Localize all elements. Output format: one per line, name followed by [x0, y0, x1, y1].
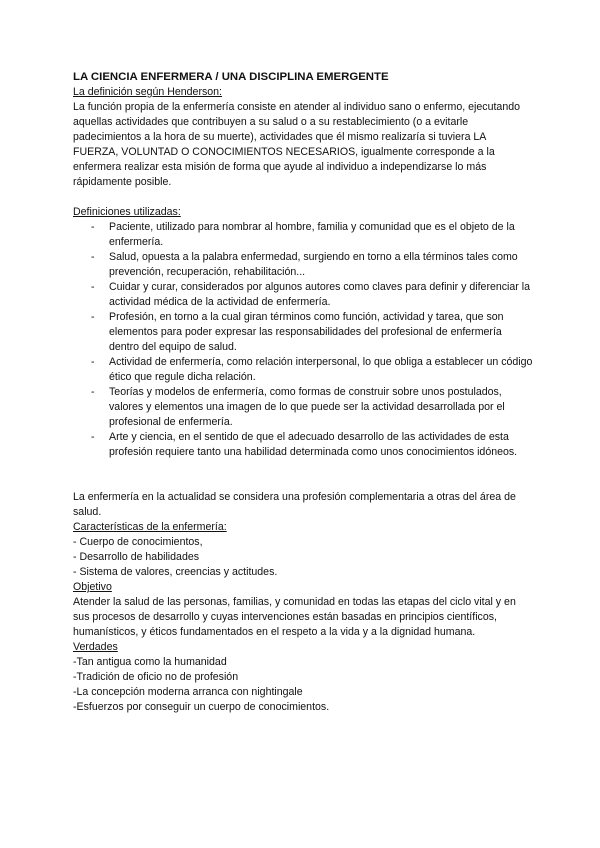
list-item: - Profesión, en torno a la cual giran términos como función, actividad y tarea, que son elementos para poder expresar las responsabilidades del profesional de enfermería dentro del equipo de salud.	[91, 311, 504, 353]
list-item-text: Actividad de enfermería, como relación interpersonal, lo que obliga a establecer un código ético que regule dicha relación.	[109, 356, 533, 383]
document-page	[73, 70, 533, 715]
list-item: - Salud, opuesta a la palabra enfermedad, surgiendo en torno a ella términos tales como prevención, recuperación, rehabilitación...	[91, 251, 518, 278]
verdad-item: -Tan antigua como la humanidad	[73, 656, 227, 668]
caracteristica-item: - Desarrollo de habilidades	[73, 551, 200, 563]
henderson-definition: La función propia de la enfermería consiste en atender al individuo sano o enfermo, ejecutando aquellas actividades que contribuyen a su salud o a su restablecimiento (o a evitarle padecimientos a la hora de su muerte), actividades que él mismo realizaría si tuviera LA FUERZA, VOLUNTAD O CONOCIMIENTOS NECESARIOS, igualmente corresponde a la enfermera realizar esta misión de forma que ayude al individuo a independizarse lo más rápidamente posible.	[73, 101, 520, 188]
list-item-text: Paciente, utilizado para nombrar al hombre, familia y comunidad que es el objeto de la enfermería.	[109, 221, 515, 248]
list-item-text: Profesión, en torno a la cual giran términos como función, actividad y tarea, que son elementos para poder expresar las responsabilidades del profesional de enfermería dentro del equipo de salud.	[109, 311, 504, 353]
list-item-text: Salud, opuesta a la palabra enfermedad, surgiendo en torno a ella términos tales como prevención, recuperación, rehabilitación...	[109, 251, 518, 278]
caracteristica-item: - Sistema de valores, creencias y actitudes.	[73, 566, 278, 578]
list-item: - Arte y ciencia, en el sentido de que el adecuado desarrollo de las actividades de esta profesión requiere tanto una habilidad determinada como unos conocimientos idóneos.	[91, 431, 518, 458]
caracteristicas-heading: Características de la enfermería:	[73, 521, 227, 533]
objetivo-heading: Objetivo	[73, 581, 112, 593]
verdades-heading: Verdades	[73, 641, 118, 653]
objetivo-paragraph: Atender la salud de las personas, familias, y comunidad en todas las etapas del ciclo vital y en sus procesos de desarrollo y cuyas intervenciones están basadas en principios científicos, humanísticos, y éticos fundamentados en el respeto a la vida y a la dignidad humana.	[73, 596, 516, 638]
verdad-item: -Esfuerzos por conseguir un cuerpo de conocimientos.	[73, 701, 330, 713]
list-item: - Cuidar y curar, considerados por algunos autores como claves para definir y diferenciar la actividad médica de la actividad de enfermería.	[91, 281, 531, 308]
spacer	[73, 190, 533, 205]
document-title: LA CIENCIA ENFERMERA / UNA DISCIPLINA EMERGENTE	[73, 71, 389, 83]
list-item: - Paciente, utilizado para nombrar al hombre, familia y comunidad que es el objeto de la enfermería.	[91, 221, 515, 248]
verdad-item: -Tradición de oficio no de profesión	[73, 671, 239, 683]
list-item-text: Cuidar y curar, considerados por algunos autores como claves para definir y diferenciar la actividad médica de la actividad de enfermería.	[109, 281, 531, 308]
definiciones-heading: Definiciones utilizadas:	[73, 206, 181, 218]
actualidad-paragraph: La enfermería en la actualidad se considera una profesión complementaria a otras del área de salud.	[73, 491, 516, 518]
verdad-item: -La concepción moderna arranca con nightingale	[73, 686, 303, 698]
caracteristica-item: - Cuerpo de conocimientos,	[73, 536, 203, 548]
spacer	[73, 460, 533, 490]
henderson-heading: La definición según Henderson:	[73, 86, 223, 98]
list-item-text: Teorías y modelos de enfermería, como formas de construir sobre unos postulados, valores y elementos una imagen de lo que puede ser la actividad desarrollada por el profesional de enfermería.	[109, 386, 505, 428]
definiciones-list	[73, 220, 533, 460]
list-item: - Teorías y modelos de enfermería, como formas de construir sobre unos postulados, valores y elementos una imagen de lo que puede ser la actividad desarrollada por el profesional de enfermería.	[91, 386, 505, 428]
list-item-text: Arte y ciencia, en el sentido de que el adecuado desarrollo de las actividades de esta profesión requiere tanto una habilidad determinada como unos conocimientos idóneos.	[109, 431, 518, 458]
list-item: - Actividad de enfermería, como relación interpersonal, lo que obliga a establecer un código ético que regule dicha relación.	[91, 356, 533, 383]
